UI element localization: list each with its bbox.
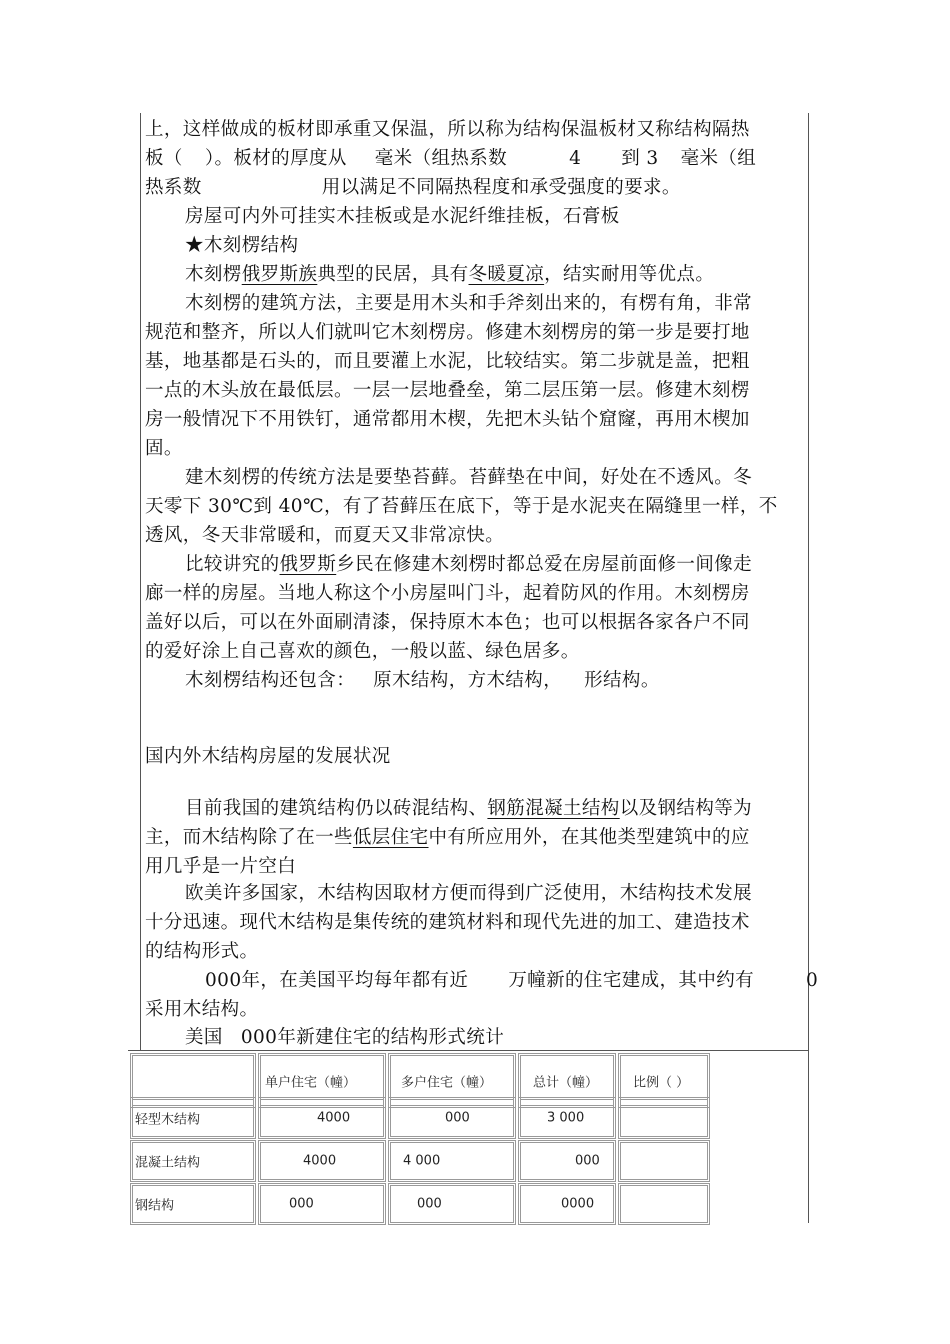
table-header-cell: 比例（ ） (618, 1053, 710, 1108)
link-low-rise-housing[interactable]: 低层住宅 (352, 827, 429, 848)
text-line: 房屋可内外可挂实木挂板或是水泥纤维挂板，石膏板 (185, 206, 620, 227)
link-reinforced-concrete[interactable]: 钢筋混凝土结构 (487, 798, 620, 819)
text-line: 采用木结构。 (145, 999, 259, 1020)
text-line: 十分迅速。现代木结构是集传统的建筑材料和现代先进的加工、建造技术 (145, 912, 750, 933)
table-cell: 4 000 (388, 1140, 516, 1182)
table-cell: 4000 (258, 1140, 386, 1182)
text-line: 规范和整齐，所以人们就叫它木刻楞房。修建木刻楞房的第一步是要打地 (145, 322, 750, 343)
table-cell: 轻型木结构 (130, 1097, 256, 1139)
text-line: 000年，在美国平均每年都有近 万幢新的住宅建成，其中约有 0 (205, 970, 819, 991)
table-cell: 钢结构 (130, 1183, 256, 1225)
text-line: 木刻楞结构还包含： 原木结构，方木结构， 形结构。 (185, 670, 660, 691)
text-line: 盖好以后，可以在外面刷清漆，保持原木本色；也可以根据各家各户不同 (145, 612, 750, 633)
text-line: 的结构形式。 (145, 941, 259, 962)
link-warm-winter-cool-summer[interactable]: 冬暖夏凉 (468, 264, 545, 285)
text-line: 目前我国的建筑结构仍以砖混结构、钢筋混凝土结构以及钢结构等为 (185, 798, 753, 819)
text-line: 房一般情况下不用铁钉，通常都用木楔，先把木头钻个窟窿，再用木楔加 (145, 409, 750, 430)
table-header-cell: 单户住宅（幢） (258, 1053, 386, 1108)
text-line: 廊一样的房屋。当地人称这个小房屋叫门斗，起着防风的作用。木刻楞房 (145, 583, 750, 604)
text-line: 透风，冬天非常暖和，而夏天又非常凉快。 (145, 525, 505, 546)
table-cell: 000 (388, 1097, 516, 1139)
text-line: 欧美许多国家，木结构因取材方便而得到广泛使用，木结构技术发展 (185, 883, 753, 904)
section-heading-development: 国内外木结构房屋的发展状况 (145, 746, 391, 767)
text-line: 用几乎是一片空白 (145, 856, 297, 877)
table-cell (618, 1183, 710, 1225)
text-line: 木刻楞俄罗斯族典型的民居，具有冬暖夏凉，结实耐用等优点。 (185, 264, 715, 285)
text-line: 建木刻楞的传统方法是要垫苔藓。苔藓垫在中间，好处在不透风。冬 (185, 467, 753, 488)
link-russian-ethnic[interactable]: 俄罗斯族 (241, 264, 318, 285)
table-cell: 4000 (258, 1097, 386, 1139)
table-cell: 000 (258, 1183, 386, 1225)
text-line: 固。 (145, 438, 183, 459)
text-line: 热系数 用以满足不同隔热程度和承受强度的要求。 (145, 177, 681, 198)
table-header-cell: 总计（幢） (518, 1053, 616, 1108)
table-cell: 3 000 (518, 1097, 616, 1139)
text-line: 一点的木头放在最低层。一层一层地叠垒，第二层压第一层。修建木刻楞 (145, 380, 750, 401)
table-cell (618, 1097, 710, 1139)
text-line: 比较讲究的俄罗斯乡民在修建木刻楞时都总爱在房屋前面修一间像走 (185, 554, 753, 575)
table-cell: 0000 (518, 1183, 616, 1225)
table-cell: 混凝土结构 (130, 1140, 256, 1182)
text-line: 木刻楞的建筑方法，主要是用木头和手斧刻出来的，有楞有角，非常 (185, 293, 753, 314)
text-line: 板（ ）。板材的厚度从 毫米（组热系数 4 到 3 毫米（组 (145, 148, 757, 169)
text-line: 主，而木结构除了在一些低层住宅中有所应用外，在其他类型建筑中的应 (145, 827, 750, 848)
section-heading: ★木刻楞结构 (185, 235, 299, 256)
text-line: 上，这样做成的板材即承重又保温，所以称为结构保温板材又称结构隔热 (145, 119, 750, 140)
text-line: 基，地基都是石头的，而且要灌上水泥，比较结实。第二步就是盖，把粗 (145, 351, 750, 372)
text-line: 的爱好涂上自己喜欢的颜色，一般以蓝、绿色居多。 (145, 641, 580, 662)
left-border (140, 113, 141, 1050)
table-header-cell: 多户住宅（幢） (388, 1053, 516, 1108)
table-cell: 000 (518, 1140, 616, 1182)
table-title: 美国 000年新建住宅的结构形式统计 (185, 1027, 505, 1048)
table-cell (618, 1140, 710, 1182)
link-russia[interactable]: 俄罗斯 (279, 554, 337, 575)
right-border (808, 113, 809, 1223)
table-cell: 000 (388, 1183, 516, 1225)
text-line: 天零下 30℃到 40℃，有了苔藓压在底下，等于是水泥夹在隔缝里一样，不 (145, 496, 778, 517)
